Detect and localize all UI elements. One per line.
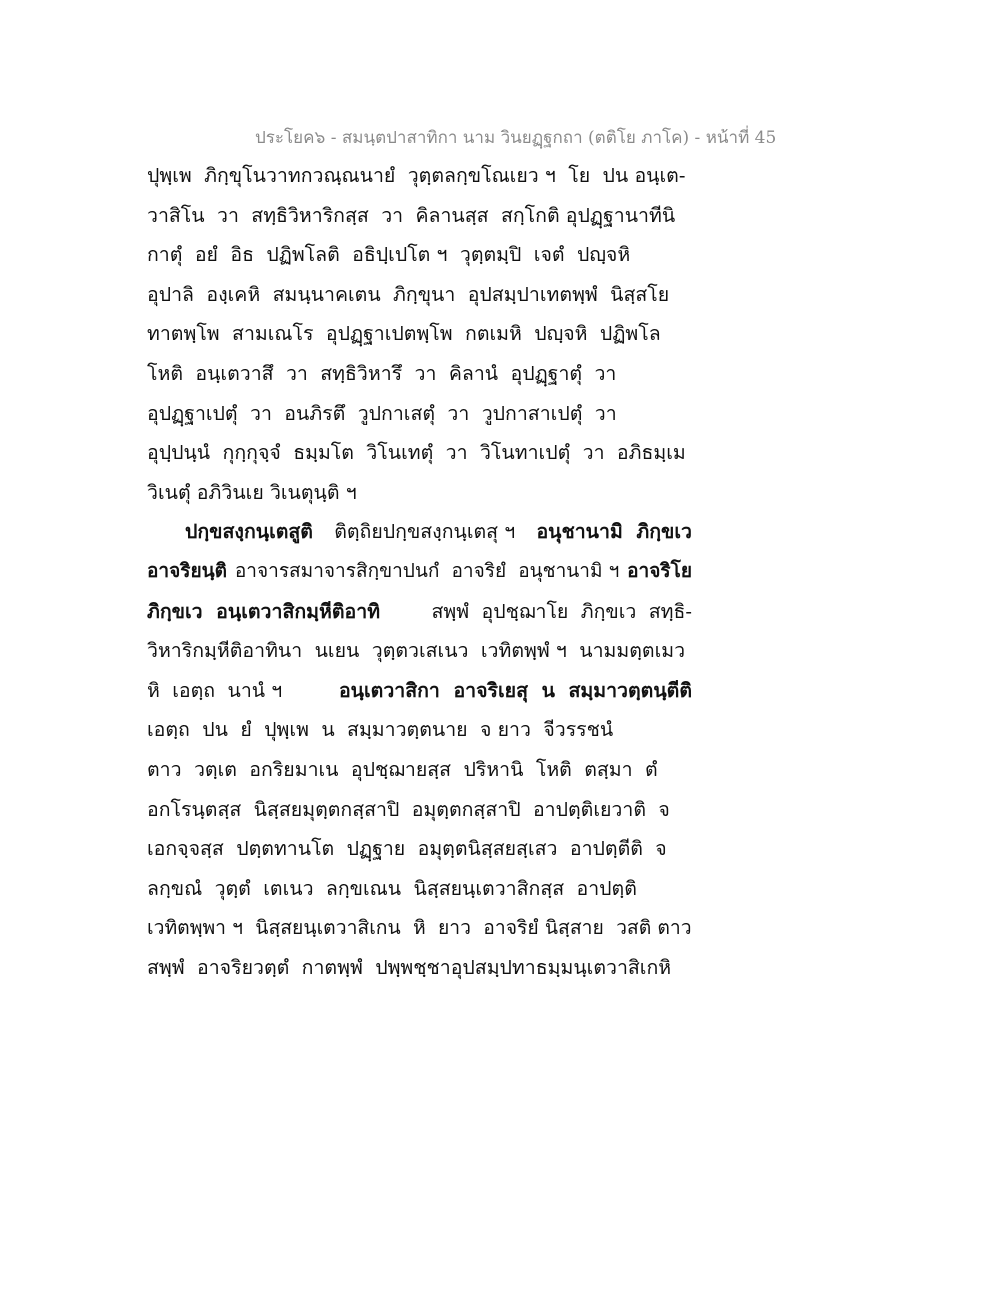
text-segment: เอกจฺจสฺส ปตฺตทานโต ปฏฺฐาย อมุตฺตนิสฺสยสฺเสว อาปตฺตีติ จ bbox=[147, 837, 667, 861]
text-segment: อกโรนฺตสฺส นิสฺสยมุตฺตกสฺสาปิ อมุตฺตกสฺสาปิ อาปตฺติเยวาติ จ bbox=[147, 797, 670, 821]
text-line bbox=[147, 829, 692, 869]
text-segment: สพฺพํ อาจริยวตฺตํ กาตพฺพํ ปพฺพชฺชาอุปสมฺปทาธมฺมนฺเตวาสิเกหิ bbox=[147, 955, 672, 979]
text-segment: เอตฺถ ปน ยํ ปุพฺเพ น สมฺมาวตฺตนาย จ ยาว จีวรรชนํ bbox=[147, 718, 614, 742]
text-line bbox=[147, 908, 692, 948]
text-segment: อุปฺปนฺนํ กุกฺกุจฺจํ ธมฺมโต วิโนเทตุํ วา วิโนทาเปตุํ วา อภิธมฺเม bbox=[147, 441, 686, 465]
text-segment: ทาตพฺโพ สามเณโร อุปฏฺฐาเปตพฺโพ กตเมหิ ปญฺจหิ ปฏิพโล bbox=[147, 322, 661, 346]
text-segment: อาจารสมาจารสิกฺขาปนกํ อาจริยํ อนุชานามิ ฯ bbox=[234, 559, 620, 582]
text-segment: กาตุํ อยํ อิธ ปฏิพโลติ อธิปฺเปโต ฯ วุตฺตมฺปิ เจตํ ปญฺจหิ bbox=[147, 243, 631, 267]
text-segment: วิหาริกมฺหีติอาทินา นเยน วุตฺตวเสเนว เวทิตพฺพํ ฯ นามมตฺตเมว bbox=[147, 639, 686, 663]
text-segment: อุปาลิ องฺเคหิ สมนฺนาคเตน ภิกฺขุนา อุปสมฺปาเทตพฺพํ นิสฺสโย bbox=[147, 282, 670, 306]
bold-term: ปกฺขสงฺกนฺเตสูติ bbox=[185, 520, 313, 544]
text-segment: อุปฏฺฐาเปตุํ วา อนภิรตึ วูปกาเสตุํ วา วูปกาสาเปตุํ วา bbox=[147, 401, 617, 425]
paragraph-1 bbox=[147, 156, 692, 512]
page-header: ประโยค๖ - สมนฺตปาสาทิกา นาม วินยฏฺฐกถา (ตติโย ภาโค) - หน้าที่ 45 bbox=[255, 128, 777, 148]
text-line bbox=[147, 710, 692, 750]
text-segment: ติตฺถิยปกฺขสงฺกนฺเตสุ ฯ bbox=[334, 520, 516, 544]
bold-term: อาจริโย bbox=[627, 559, 692, 582]
text-segment: ปุพฺเพ ภิกฺขุโนวาทกวณฺณนายํ วุตฺตลกฺขโณเยว ฯ โย ปน อนฺเต- bbox=[147, 164, 686, 187]
text-line bbox=[147, 473, 692, 513]
text-line bbox=[147, 433, 692, 473]
text-line bbox=[147, 631, 692, 671]
text-segment: ลกฺขณํ วุตฺตํ เตเนว ลกฺขเณน นิสฺสยนฺเตวาสิกสฺส อาปตฺติ bbox=[147, 876, 637, 900]
text-line bbox=[147, 196, 692, 236]
text-line bbox=[147, 512, 692, 552]
paragraph-2 bbox=[147, 512, 692, 987]
body-text bbox=[147, 156, 692, 987]
bold-term: อนฺเตวาสิกา อาจริเยสุ น สมฺมาวตฺตนฺตีติ bbox=[338, 678, 692, 702]
text-line bbox=[147, 592, 692, 632]
text-segment: ตาว วตฺเต อกริยมาเน อุปชฺฌายสฺส ปริหานิ โหติ ตสฺมา ตํ bbox=[147, 757, 658, 781]
text-line bbox=[147, 552, 692, 592]
text-line bbox=[147, 275, 692, 315]
text-line bbox=[147, 948, 692, 988]
bold-term: อนุชานามิ ภิกฺขเว bbox=[536, 520, 692, 544]
text-line bbox=[147, 750, 692, 790]
text-segment: เวทิตพฺพา ฯ นิสฺสยนฺเตวาสิเกน หิ ยาว อาจริยํ นิสฺสาย วสติ ตาว bbox=[147, 916, 692, 940]
text-line bbox=[147, 235, 692, 275]
text-line bbox=[147, 314, 692, 354]
text-line bbox=[147, 156, 692, 196]
text-line bbox=[147, 671, 692, 711]
text-segment: โหติ อนฺเตวาสึ วา สทฺธิวิหารึ วา คิลานํ อุปฏฺฐาตุํ วา bbox=[147, 361, 617, 385]
text-line bbox=[147, 354, 692, 394]
bold-term: อาจริยนฺติ bbox=[147, 559, 228, 582]
text-line bbox=[147, 394, 692, 434]
text-segment: สพฺพํ อุปชฺฌาโย ภิกฺขเว สทฺธิ- bbox=[431, 599, 692, 623]
text-segment: หิ เอตฺถ นานํ ฯ bbox=[147, 678, 283, 702]
text-segment: วิเนตุํ อภิวินเย วิเนตุนฺติ ฯ bbox=[147, 480, 357, 504]
text-line bbox=[147, 869, 692, 909]
bold-term: ภิกฺขเว อนฺเตวาสิกมฺหีติอาทิ bbox=[147, 599, 381, 623]
text-line bbox=[147, 790, 692, 830]
text-segment: วาสิโน วา สทฺธิวิหาริกสฺส วา คิลานสฺส สกฺโกติ อุปฏฺฐานาทีนิ bbox=[147, 203, 676, 227]
